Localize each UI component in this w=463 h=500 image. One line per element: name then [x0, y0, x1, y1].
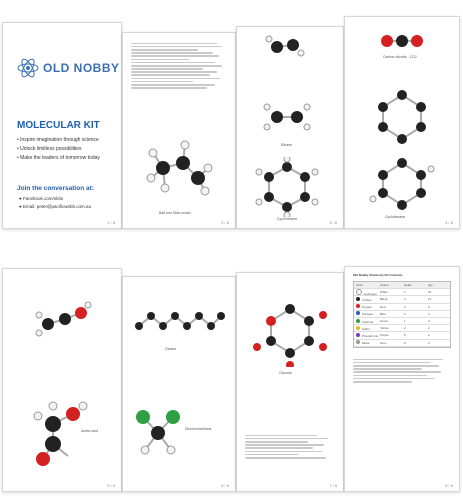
caption: Acetic acid	[81, 429, 98, 433]
table-title: Old Nobby Chemistry Kit Contents	[353, 273, 403, 277]
page-number: 3 / 8	[329, 220, 337, 225]
caption: Ball and Stick model	[159, 211, 191, 215]
caption: Dichloromethane	[185, 427, 212, 431]
page-number: 5 / 8	[107, 483, 115, 488]
cover-bullets	[17, 136, 100, 163]
join-heading: Join the conversation at:	[17, 185, 94, 192]
page-number: 2 / 8	[221, 220, 229, 225]
page-number: 8 / 8	[445, 483, 453, 488]
page-number: 1 / 8	[107, 220, 115, 225]
co2-molecule-image	[377, 31, 427, 51]
caption: Carbon dioxide - CO2	[383, 55, 417, 59]
bullet-item: • Make the leaders of tomorrow today	[17, 155, 100, 161]
cyclohexane-molecule-image	[255, 157, 320, 217]
molecules-panel-b	[344, 16, 460, 229]
propane-molecule-image	[143, 133, 213, 203]
bullet-item: • Inspire imagination through science	[17, 137, 99, 143]
cover-panel	[2, 22, 122, 229]
contact-email: ● Email: peter@pacificwebb.com.au	[19, 204, 92, 209]
ethane-molecule-image	[262, 97, 312, 137]
molecules-panel-a	[236, 26, 344, 229]
color-swatch-icon	[356, 297, 360, 301]
table-row: Chlorine Green 1 4	[354, 318, 450, 325]
contact-list	[19, 195, 91, 211]
octane-panel	[122, 276, 236, 492]
molecule-image	[265, 31, 305, 61]
color-swatch-icon	[356, 340, 360, 344]
glucose-panel	[236, 272, 344, 492]
page-number: 7 / 8	[329, 483, 337, 488]
page-number: 4 / 8	[445, 220, 453, 225]
glucose-molecule-image	[247, 297, 333, 367]
cyclohexane-molecule-image	[367, 157, 437, 212]
molecule-image	[33, 299, 93, 344]
contact-facebook: ● Facebook.com/nkits	[19, 196, 63, 201]
table-row: Oxygen Red 2 6	[354, 304, 450, 311]
dichloromethane-molecule-image	[133, 405, 183, 460]
instructions-panel	[122, 32, 236, 229]
page-number: 6 / 8	[221, 483, 229, 488]
contents-table-panel	[344, 266, 460, 492]
benzene-molecule-image	[367, 87, 437, 147]
table-row: Phosphorus Purple 5 2	[354, 332, 450, 339]
caption: Cyclohexane	[277, 217, 298, 221]
caption: Glucose	[279, 371, 292, 375]
table-row: Metal Grey 6 2	[354, 340, 450, 347]
color-swatch-icon	[356, 333, 360, 337]
table-row: Hydrogen White 1 24	[354, 289, 450, 296]
acetic-acid-panel	[2, 268, 122, 492]
contents-table	[353, 281, 451, 348]
text-block	[245, 433, 335, 460]
brand-name: OLD NOBBY	[43, 61, 120, 75]
table-row: Nitrogen Blue 3 4	[354, 311, 450, 318]
octane-molecule-image	[131, 301, 227, 341]
table-row: Sulfur Yellow 2 2	[354, 325, 450, 332]
text-block	[131, 41, 227, 90]
caption: Ethane	[281, 143, 293, 147]
color-swatch-icon	[356, 311, 360, 315]
kit-title: MOLECULAR KIT	[17, 120, 100, 131]
color-swatch-icon	[356, 319, 360, 323]
caption: Octane	[165, 347, 177, 351]
bullet-item: • Unlock limitless possibilities	[17, 146, 82, 152]
caption: Cyclohexane	[385, 215, 406, 219]
text-block	[353, 357, 451, 384]
color-swatch-icon	[356, 289, 362, 295]
top-strip	[0, 4, 463, 229]
bottom-strip	[0, 262, 463, 496]
color-swatch-icon	[356, 326, 360, 330]
atom-logo-icon	[17, 57, 39, 79]
brand	[17, 57, 120, 79]
table-header: Atom Colour Holes Qty	[354, 282, 450, 289]
color-swatch-icon	[356, 304, 360, 308]
table-row: Carbon Black 4 14	[354, 296, 450, 303]
